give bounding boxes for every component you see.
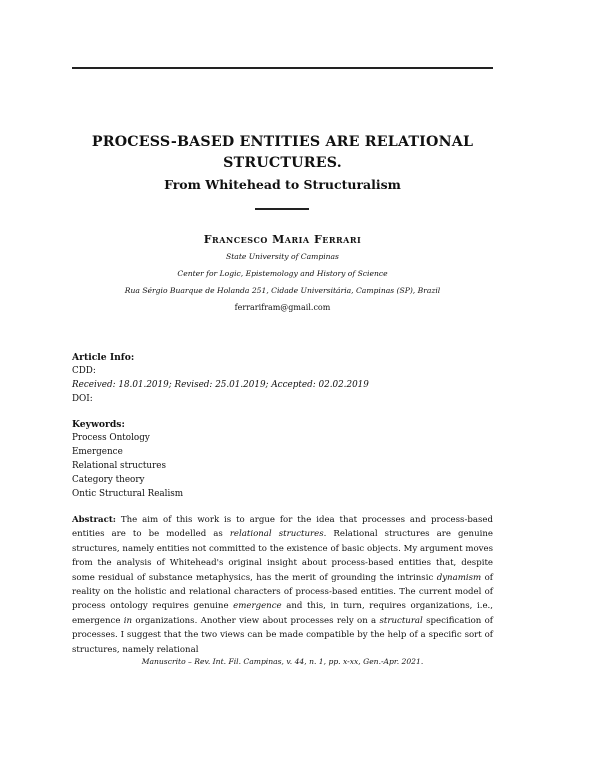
abstract-text: . Relational structures are genuine structures, namely entities not committed to the existence of basic objects. My argument moves from the analysis of Whitehead's original insight about process-based entities that, despite some residual of substance metaphysics, has the merit of grounding the intrinsic xyxy=(72,529,493,583)
author-name: Francesco Maria Ferrari xyxy=(203,233,362,246)
abstract-text: of reality on the holistic and relational characters of process-based entities. The current model of process ontology requires genuine xyxy=(72,572,493,612)
paper-title xyxy=(72,132,493,174)
journal-footer: Manuscrito – Rev. Int. Fil. Campinas, v. 44, n. 1, pp. x-xx, Gen.-Apr. 2021. xyxy=(141,657,424,666)
keyword-item: Relational structures xyxy=(72,461,167,471)
abstract-text: organizations. Another view about processes rely on a xyxy=(132,615,380,626)
keyword-item: Emergence xyxy=(72,447,123,457)
abstract-text: and this, in turn, requires organizations, i.e., emergence xyxy=(72,601,493,626)
top-rule xyxy=(72,67,493,69)
article-cdd: CDD: xyxy=(72,366,96,376)
affiliation-university: State University of Campinas xyxy=(226,252,339,261)
abstract-text: specification of processes. I suggest that the two views can be made compatible by the help of a specific sort of structures, namely relational xyxy=(72,615,493,655)
author-email[interactable]: ferrarifram@gmail.com xyxy=(234,303,331,312)
affiliation-address: Rua Sérgio Buarque de Holanda 251, Cidade Universitária, Campinas (SP), Brazil xyxy=(124,286,441,295)
abstract-label: Abstract: xyxy=(72,515,116,525)
title-divider xyxy=(255,208,309,210)
keyword-item: Process Ontology xyxy=(72,433,150,443)
abstract-emphasis: dynamism xyxy=(436,572,482,583)
article-info-heading: Article Info: xyxy=(72,352,135,363)
keyword-item: Category theory xyxy=(72,475,145,485)
article-dates: Received: 18.01.2019; Revised: 25.01.2019; Accepted: 02.02.2019 xyxy=(72,380,369,390)
abstract-emphasis: structural xyxy=(379,615,423,626)
affiliation-center: Center for Logic, Epistemology and History of Science xyxy=(177,269,388,278)
abstract-emphasis: emergence xyxy=(233,601,282,612)
keywords-heading: Keywords: xyxy=(72,419,125,430)
paper-subtitle: From Whitehead to Structuralism xyxy=(164,177,401,192)
title-line-2: STRUCTURES. xyxy=(223,155,342,171)
abstract-emphasis: relational structures xyxy=(229,529,324,540)
abstract-text: The aim of this work is to argue for the idea that processes and process-based entities are to be modelled as xyxy=(72,515,493,540)
keyword-item: Ontic Structural Realism xyxy=(72,489,184,499)
title-line-1: PROCESS-BASED ENTITIES ARE RELATIONAL xyxy=(91,134,474,150)
abstract-paragraph xyxy=(72,513,493,657)
article-doi: DOI: xyxy=(72,394,93,404)
abstract-emphasis: in xyxy=(123,615,133,626)
